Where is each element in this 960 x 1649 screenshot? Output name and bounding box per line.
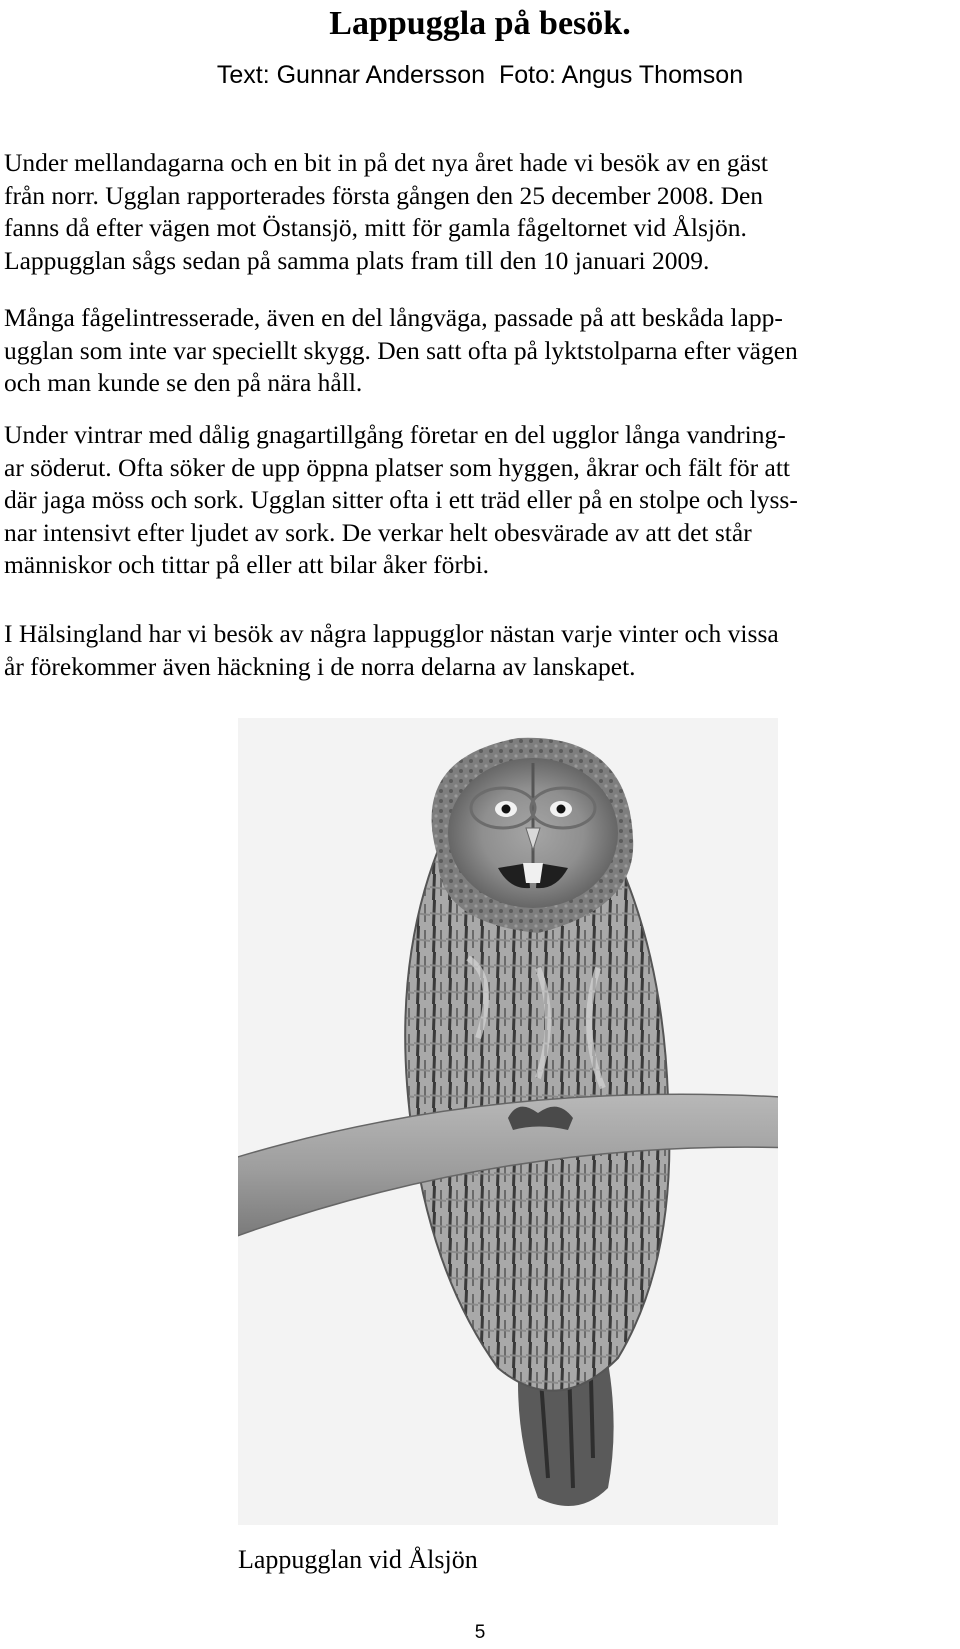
paragraph-line: där jaga möss och sork. Ugglan sitter ofta i ett träd eller på en stolpe och lyss- <box>4 485 798 514</box>
paragraph-line: från norr. Ugglan rapporterades första gången den 25 december 2008. Den <box>4 180 764 210</box>
paragraph-line: ar söderut. Ofta söker de upp öppna platser som hyggen, åkrar och fält för att <box>4 452 790 482</box>
page-number: 5 <box>474 1622 486 1643</box>
owl-photo <box>238 718 778 1525</box>
paragraph-line: ugglan som inte var speciellt skygg. Den satt ofta på lyktstolparna efter vägen <box>4 335 798 365</box>
byline <box>0 60 960 90</box>
byline-text-credit: Text: Gunnar Andersson <box>216 61 486 89</box>
paragraph-line: nar intensivt efter ljudet av sork. De verkar helt obesvärade av att det står <box>4 517 752 547</box>
paragraph-line: människor och tittar på eller att bilar åker förbi. <box>4 550 490 579</box>
paragraph-line: fanns då efter vägen mot Östansjö, mitt för gamla fågeltornet vid Ålsjön. <box>4 213 747 242</box>
paragraph-1 <box>4 147 956 277</box>
article-title: Lappuggla på besök. <box>329 5 631 42</box>
paragraph-line: Under mellandagarna och en bit in på det nya året hade vi besök av en gäst <box>4 148 769 177</box>
owl-illustration <box>238 718 778 1525</box>
paragraph-line: I Hälsingland har vi besök av några lappugglor nästan varje vinter och vissa <box>4 619 779 648</box>
paragraph-3 <box>4 419 956 582</box>
paragraph-2 <box>4 302 956 400</box>
paragraph-line: Lappugglan sågs sedan på samma plats fram till den 10 januari 2009. <box>4 245 710 275</box>
paragraph-line: Många fågelintresserade, även en del långväga, passade på att beskåda lapp- <box>4 303 783 332</box>
byline-photo-credit: Foto: Angus Thomson <box>498 61 744 89</box>
paragraph-line: Under vintrar med dålig gnagartillgång företar en del ugglor långa vandring- <box>4 420 786 449</box>
paragraph-line: år förekommer även häckning i de norra delarna av lanskapet. <box>4 651 636 681</box>
paragraph-4 <box>4 618 956 683</box>
photo-caption: Lappugglan vid Ålsjön <box>238 1545 478 1574</box>
paragraph-line: och man kunde se den på nära håll. <box>4 368 363 397</box>
